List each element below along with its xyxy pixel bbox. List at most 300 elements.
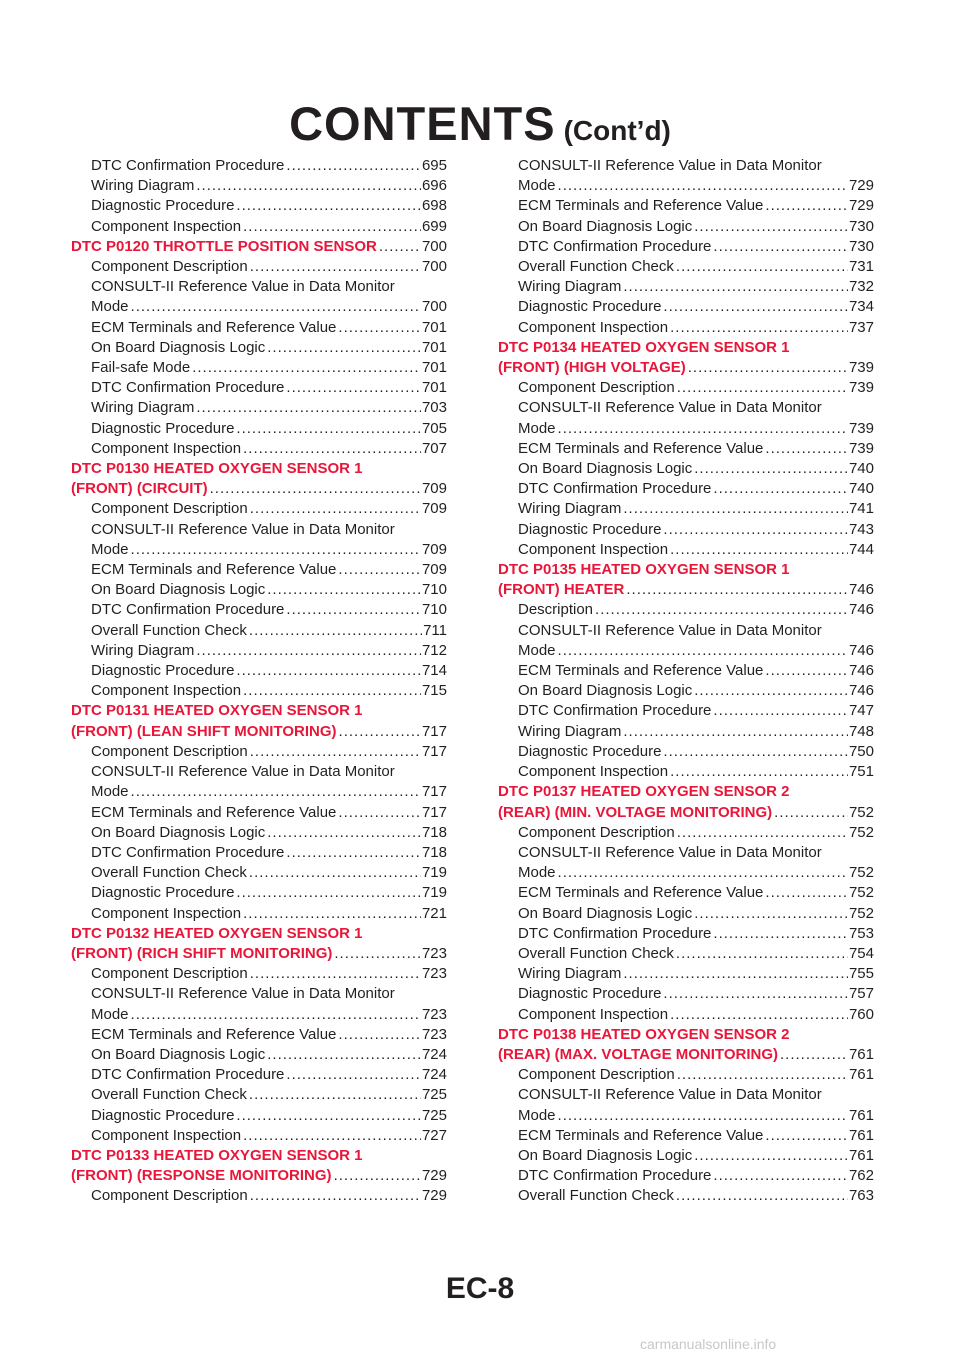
dot-leader xyxy=(250,499,421,519)
dot-leader xyxy=(765,439,848,459)
dot-leader xyxy=(780,1045,848,1065)
dot-leader xyxy=(713,237,848,257)
toc-page-number: 698 xyxy=(421,197,447,215)
toc-entry-title: DTC Confirmation Procedure xyxy=(518,924,712,942)
toc-entry[interactable] xyxy=(71,681,447,701)
toc-entry-title: Overall Function Check xyxy=(518,258,674,276)
toc-entry-title: Component Description xyxy=(518,379,675,397)
toc-page-number: 750 xyxy=(848,742,874,760)
dot-leader xyxy=(267,338,421,358)
toc-page-number: 752 xyxy=(848,803,874,821)
toc-section-entry[interactable] xyxy=(71,479,447,499)
toc-entry[interactable] xyxy=(498,479,874,499)
toc-entry-title: On Board Diagnosis Logic xyxy=(91,581,266,599)
toc-entry[interactable] xyxy=(498,600,874,620)
dot-leader xyxy=(338,803,421,823)
dot-leader xyxy=(236,661,421,681)
toc-page-number: 752 xyxy=(848,864,874,882)
toc-entry-continued: CONSULT-II Reference Value in Data Monitor xyxy=(518,157,822,174)
toc-left-column xyxy=(71,156,447,1207)
toc-page-number: 761 xyxy=(848,1106,874,1124)
toc-entry-title: Component Inspection xyxy=(91,682,242,700)
toc-entry-title: ECM Terminals and Reference Value xyxy=(91,1025,337,1043)
toc-entry[interactable] xyxy=(498,1065,874,1085)
toc-page-number: 700 xyxy=(421,298,447,316)
toc-entry-title: ECM Terminals and Reference Value xyxy=(518,197,764,215)
toc-entry[interactable] xyxy=(498,823,874,843)
dot-leader xyxy=(338,560,421,580)
dot-leader xyxy=(250,964,421,984)
toc-entry-title: (REAR) (MAX. VOLTAGE MONITORING) xyxy=(498,1045,778,1063)
toc-entry-title: DTC Confirmation Procedure xyxy=(91,1066,285,1084)
toc-entry-continued: CONSULT-II Reference Value in Data Monitor xyxy=(518,621,822,639)
toc-page-number: 731 xyxy=(848,258,874,276)
toc-page-number: 719 xyxy=(421,864,447,882)
toc-entry-title: Fail-safe Mode xyxy=(91,359,191,377)
toc-entry[interactable] xyxy=(498,984,874,1004)
toc-entry[interactable] xyxy=(498,681,874,701)
toc-entry-title: DTC Confirmation Procedure xyxy=(91,601,285,619)
toc-entry-title: DTC Confirmation Procedure xyxy=(91,157,285,174)
toc-page-number: 723 xyxy=(421,965,447,983)
dot-leader xyxy=(558,863,848,883)
toc-entry-title: (FRONT) (RESPONSE MONITORING) xyxy=(71,1167,332,1185)
toc-page-number: 740 xyxy=(848,480,874,498)
toc-page-number: 739 xyxy=(848,359,874,377)
toc-entry[interactable] xyxy=(498,499,874,519)
toc-section-heading: DTC P0138 HEATED OXYGEN SENSOR 2 xyxy=(498,1025,790,1043)
dot-leader xyxy=(210,479,421,499)
toc-page-number: 740 xyxy=(848,460,874,478)
dot-leader xyxy=(663,297,848,317)
toc-entry[interactable] xyxy=(71,338,447,358)
dot-leader xyxy=(249,621,422,641)
toc-entry-title: On Board Diagnosis Logic xyxy=(518,217,693,235)
toc-page-number: 709 xyxy=(421,480,447,498)
toc-entry[interactable] xyxy=(498,1126,874,1146)
toc-entry[interactable] xyxy=(71,1025,447,1045)
toc-page-number: 709 xyxy=(421,561,447,579)
page-title xyxy=(0,97,960,150)
toc-page-number: 730 xyxy=(848,217,874,235)
dot-leader xyxy=(243,904,421,924)
toc-section-heading: DTC P0130 HEATED OXYGEN SENSOR 1 xyxy=(71,460,363,478)
toc-page-number: 723 xyxy=(421,1005,447,1023)
toc-entry-title: On Board Diagnosis Logic xyxy=(91,338,266,356)
toc-entry[interactable] xyxy=(71,419,447,439)
toc-entry[interactable] xyxy=(71,1065,447,1085)
toc-entry-title: Wiring Diagram xyxy=(91,399,195,417)
toc-section-heading: DTC P0134 HEATED OXYGEN SENSOR 1 xyxy=(498,338,790,356)
toc-entry[interactable] xyxy=(71,843,447,863)
toc-entry-continued: CONSULT-II Reference Value in Data Monitor xyxy=(518,1086,822,1104)
toc-entry-title: ECM Terminals and Reference Value xyxy=(91,561,337,579)
toc-entry-title: On Board Diagnosis Logic xyxy=(91,823,266,841)
dot-leader xyxy=(334,1166,421,1186)
dot-leader xyxy=(236,883,421,903)
toc-page-number: 741 xyxy=(848,500,874,518)
toc-entry[interactable] xyxy=(498,196,874,216)
toc-section-entry[interactable] xyxy=(498,1045,874,1065)
toc-page-number: 732 xyxy=(848,278,874,296)
toc-entry-title: Wiring Diagram xyxy=(91,641,195,659)
toc-section-entry[interactable] xyxy=(71,237,447,257)
toc-entry[interactable] xyxy=(498,297,874,317)
toc-entry[interactable] xyxy=(71,560,447,580)
dot-leader xyxy=(131,1005,421,1025)
dot-leader xyxy=(676,1186,848,1206)
toc-section-entry[interactable] xyxy=(71,722,447,742)
toc-page-number: 724 xyxy=(421,1045,447,1063)
toc-entry-title: Overall Function Check xyxy=(518,944,674,962)
dot-leader xyxy=(677,1065,848,1085)
toc-entry[interactable] xyxy=(71,1005,447,1025)
toc-entry[interactable] xyxy=(71,823,447,843)
dot-leader xyxy=(670,762,848,782)
toc-section-entry[interactable] xyxy=(498,580,874,600)
toc-entry[interactable] xyxy=(498,1186,874,1206)
toc-entry[interactable] xyxy=(498,520,874,540)
toc-page-number: 723 xyxy=(421,944,447,962)
toc-page-number: 751 xyxy=(848,763,874,781)
toc-entry[interactable] xyxy=(498,277,874,297)
dot-leader xyxy=(677,378,848,398)
dot-leader xyxy=(243,681,421,701)
toc-entry-title: Diagnostic Procedure xyxy=(518,742,662,760)
toc-page-number: 723 xyxy=(421,1025,447,1043)
toc-entry-title: Wiring Diagram xyxy=(518,965,622,983)
toc-entry-title: Mode xyxy=(91,540,129,558)
toc-entry[interactable] xyxy=(71,378,447,398)
toc-entry[interactable] xyxy=(71,580,447,600)
dot-leader xyxy=(338,1025,421,1045)
toc-page-number: 699 xyxy=(421,217,447,235)
dot-leader xyxy=(765,883,848,903)
toc-page-number: 725 xyxy=(421,1106,447,1124)
toc-section-entry[interactable] xyxy=(498,803,874,823)
toc-entry[interactable] xyxy=(71,499,447,519)
toc-page-number: 701 xyxy=(421,359,447,377)
toc-page-number: 709 xyxy=(421,540,447,558)
toc-entry[interactable] xyxy=(498,217,874,237)
toc-entry-title: DTC Confirmation Procedure xyxy=(518,1167,712,1185)
toc-entry-title: Component Description xyxy=(91,1187,248,1205)
toc-entry[interactable] xyxy=(498,641,874,661)
toc-page-number: 719 xyxy=(421,884,447,902)
page-number: EC-8 xyxy=(445,1272,515,1305)
toc-entry-title: On Board Diagnosis Logic xyxy=(91,1045,266,1063)
toc-entry-title: ECM Terminals and Reference Value xyxy=(518,662,764,680)
toc-page-number: 744 xyxy=(848,540,874,558)
dot-leader xyxy=(670,540,848,560)
dot-leader xyxy=(623,722,848,742)
toc-entry[interactable] xyxy=(498,742,874,762)
dot-leader xyxy=(713,1166,848,1186)
toc-entry[interactable] xyxy=(498,863,874,883)
dot-leader xyxy=(626,580,848,600)
toc-page-number: 725 xyxy=(421,1086,447,1104)
dot-leader xyxy=(243,1126,421,1146)
toc-page-number: 700 xyxy=(421,258,447,276)
toc-entry[interactable] xyxy=(71,1106,447,1126)
toc-section-heading: DTC P0133 HEATED OXYGEN SENSOR 1 xyxy=(71,1146,363,1164)
dot-leader xyxy=(267,823,421,843)
dot-leader xyxy=(765,661,848,681)
toc-entry[interactable] xyxy=(71,176,447,196)
toc-entry[interactable] xyxy=(498,378,874,398)
toc-page-number: 714 xyxy=(421,662,447,680)
toc-page-number: 746 xyxy=(848,641,874,659)
toc-page-number: 761 xyxy=(848,1146,874,1164)
toc-page-number: 715 xyxy=(421,682,447,700)
dot-leader xyxy=(694,1146,848,1166)
toc-page-number: 761 xyxy=(848,1066,874,1084)
toc-entry[interactable] xyxy=(498,459,874,479)
toc-entry[interactable] xyxy=(71,217,447,237)
dot-leader xyxy=(774,803,848,823)
toc-page-number: 739 xyxy=(848,419,874,437)
toc-entry-title: ECM Terminals and Reference Value xyxy=(518,439,764,457)
toc-entry[interactable] xyxy=(498,762,874,782)
toc-entry[interactable] xyxy=(498,318,874,338)
dot-leader xyxy=(286,156,421,176)
toc-entry[interactable] xyxy=(498,1146,874,1166)
toc-page-number: 727 xyxy=(421,1126,447,1144)
toc-page-number: 761 xyxy=(848,1126,874,1144)
toc-page-number: 748 xyxy=(848,722,874,740)
dot-leader xyxy=(286,843,421,863)
toc-entry[interactable] xyxy=(498,944,874,964)
toc-page-number: 717 xyxy=(421,742,447,760)
toc-entry-title: Overall Function Check xyxy=(91,621,247,639)
dot-leader xyxy=(688,358,848,378)
toc-entry-title: Diagnostic Procedure xyxy=(91,419,235,437)
watermark: carmanualsonline.info xyxy=(640,1336,777,1352)
toc-page-number: 729 xyxy=(421,1167,447,1185)
toc-entry[interactable] xyxy=(71,863,447,883)
dot-leader xyxy=(249,1085,421,1105)
toc-entry-title: Diagnostic Procedure xyxy=(91,1106,235,1124)
toc-entry-title: On Board Diagnosis Logic xyxy=(518,904,693,922)
toc-page-number: 710 xyxy=(421,601,447,619)
dot-leader xyxy=(379,237,421,257)
toc-entry-title: On Board Diagnosis Logic xyxy=(518,460,693,478)
dot-leader xyxy=(713,479,848,499)
toc-page-number: 700 xyxy=(421,237,447,255)
toc-page-number: 707 xyxy=(421,439,447,457)
toc-entry-title: DTC Confirmation Procedure xyxy=(91,843,285,861)
toc-entry[interactable] xyxy=(71,1085,447,1105)
dot-leader xyxy=(250,1186,421,1206)
toc-entry-title: Diagnostic Procedure xyxy=(518,985,662,1003)
toc-entry[interactable] xyxy=(71,1045,447,1065)
toc-entry[interactable] xyxy=(498,904,874,924)
toc-entry-title: (FRONT) HEATER xyxy=(498,581,625,599)
toc-entry[interactable] xyxy=(71,398,447,418)
dot-leader xyxy=(196,398,421,418)
toc-section-entry[interactable] xyxy=(71,1166,447,1186)
toc-entry-title: DTC Confirmation Procedure xyxy=(91,379,285,397)
toc-entry-title: Diagnostic Procedure xyxy=(91,197,235,215)
toc-entry-continued: CONSULT-II Reference Value in Data Monitor xyxy=(91,985,395,1003)
toc-entry-title: Overall Function Check xyxy=(91,1086,247,1104)
toc-entry[interactable] xyxy=(71,358,447,378)
toc-page-number: 752 xyxy=(848,823,874,841)
toc-entry-title: Diagnostic Procedure xyxy=(91,884,235,902)
toc-entry[interactable] xyxy=(71,883,447,903)
dot-leader xyxy=(623,277,848,297)
dot-leader xyxy=(558,176,848,196)
toc-entry-title: Wiring Diagram xyxy=(518,722,622,740)
toc-entry[interactable] xyxy=(71,661,447,681)
dot-leader xyxy=(558,419,848,439)
toc-entry-title: Wiring Diagram xyxy=(518,500,622,518)
dot-leader xyxy=(131,540,421,560)
toc-page-number: 717 xyxy=(421,803,447,821)
toc-entry[interactable] xyxy=(71,803,447,823)
toc-entry[interactable] xyxy=(498,540,874,560)
toc-section-heading: DTC P0137 HEATED OXYGEN SENSOR 2 xyxy=(498,783,790,801)
toc-entry[interactable] xyxy=(498,701,874,721)
toc-page-number: 754 xyxy=(848,944,874,962)
toc-entry[interactable] xyxy=(71,318,447,338)
toc-entry-title: On Board Diagnosis Logic xyxy=(518,1146,693,1164)
dot-leader xyxy=(623,964,848,984)
toc-entry-title: Diagnostic Procedure xyxy=(91,662,235,680)
toc-entry-title: (FRONT) (LEAN SHIFT MONITORING) xyxy=(71,722,337,740)
toc-entry-title: Component Description xyxy=(518,1066,675,1084)
dot-leader xyxy=(558,1106,848,1126)
toc-entry[interactable] xyxy=(71,904,447,924)
toc-entry[interactable] xyxy=(498,964,874,984)
toc-entry-title: Component Inspection xyxy=(91,1126,242,1144)
dot-leader xyxy=(286,600,421,620)
toc-entry-continued: CONSULT-II Reference Value in Data Monitor xyxy=(518,843,822,861)
toc-entry[interactable] xyxy=(71,600,447,620)
toc-entry-title: (REAR) (MIN. VOLTAGE MONITORING) xyxy=(498,803,773,821)
toc-entry-title: Diagnostic Procedure xyxy=(518,298,662,316)
toc-entry[interactable] xyxy=(498,1166,874,1186)
dot-leader xyxy=(676,257,848,277)
toc-page-number: 718 xyxy=(421,843,447,861)
toc-entry[interactable] xyxy=(71,196,447,216)
toc-section-entry[interactable] xyxy=(71,944,447,964)
toc-entry[interactable] xyxy=(71,1126,447,1146)
toc-entry[interactable] xyxy=(498,419,874,439)
toc-entry-title: Component Inspection xyxy=(91,439,242,457)
toc-entry[interactable] xyxy=(71,621,447,641)
toc-entry-title: On Board Diagnosis Logic xyxy=(518,682,693,700)
toc-entry-title: ECM Terminals and Reference Value xyxy=(518,1126,764,1144)
dot-leader xyxy=(670,318,848,338)
toc-entry[interactable] xyxy=(71,156,447,176)
toc-entry-continued: CONSULT-II Reference Value in Data Monitor xyxy=(91,278,395,296)
dot-leader xyxy=(267,580,421,600)
toc-entry-title: Overall Function Check xyxy=(91,864,247,882)
toc-entry[interactable] xyxy=(71,742,447,762)
toc-entry-title: Wiring Diagram xyxy=(91,177,195,195)
toc-entry-title: Wiring Diagram xyxy=(518,278,622,296)
toc-entry[interactable] xyxy=(71,641,447,661)
toc-entry-title: (FRONT) (CIRCUIT) xyxy=(71,480,208,498)
toc-entry[interactable] xyxy=(71,439,447,459)
toc-entry-title: ECM Terminals and Reference Value xyxy=(518,884,764,902)
dot-leader xyxy=(243,217,421,237)
toc-entry-title: DTC Confirmation Procedure xyxy=(518,480,712,498)
toc-entry-title: (FRONT) (RICH SHIFT MONITORING) xyxy=(71,944,333,962)
toc-entry[interactable] xyxy=(498,176,874,196)
toc-page-number: 755 xyxy=(848,965,874,983)
toc-page-number: 747 xyxy=(848,702,874,720)
toc-entry-title: Component Inspection xyxy=(518,540,669,558)
toc-entry[interactable] xyxy=(498,1106,874,1126)
toc-entry-continued: CONSULT-II Reference Value in Data Monitor xyxy=(91,520,395,538)
toc-entry[interactable] xyxy=(498,1005,874,1025)
dot-leader xyxy=(694,681,848,701)
toc-entry[interactable] xyxy=(498,722,874,742)
toc-entry[interactable] xyxy=(71,297,447,317)
dot-leader xyxy=(694,217,848,237)
toc-entry-title: Component Description xyxy=(518,823,675,841)
toc-entry[interactable] xyxy=(71,257,447,277)
dot-leader xyxy=(192,358,421,378)
toc-entry[interactable] xyxy=(71,964,447,984)
toc-page-number: 705 xyxy=(421,419,447,437)
toc-entry-title: Mode xyxy=(518,864,556,882)
toc-page-number: 739 xyxy=(848,439,874,457)
toc-entry[interactable] xyxy=(498,257,874,277)
toc-entry-title: ECM Terminals and Reference Value xyxy=(91,803,337,821)
toc-page-number: 739 xyxy=(848,379,874,397)
dot-leader xyxy=(677,823,848,843)
toc-entry-title: DTC Confirmation Procedure xyxy=(518,237,712,255)
dot-leader xyxy=(765,1126,848,1146)
toc-entry-title: Mode xyxy=(518,641,556,659)
dot-leader xyxy=(694,904,848,924)
page-title-main: CONTENTS xyxy=(289,97,556,150)
toc-entry[interactable] xyxy=(498,237,874,257)
toc-entry[interactable] xyxy=(71,540,447,560)
toc-section-heading: DTC P0135 HEATED OXYGEN SENSOR 1 xyxy=(498,561,790,579)
toc-page-number: 712 xyxy=(421,641,447,659)
toc-entry-title: Mode xyxy=(91,783,129,801)
toc-page-number: 743 xyxy=(848,520,874,538)
toc-entry[interactable] xyxy=(498,661,874,681)
toc-page-number: 710 xyxy=(421,581,447,599)
dot-leader xyxy=(236,196,421,216)
toc-entry[interactable] xyxy=(71,782,447,802)
toc-entry-title: Component Inspection xyxy=(518,763,669,781)
toc-page-number: 729 xyxy=(848,177,874,195)
toc-section-entry[interactable] xyxy=(498,358,874,378)
toc-page-number: 701 xyxy=(421,318,447,336)
dot-leader xyxy=(338,318,421,338)
toc-entry-title: Component Inspection xyxy=(518,318,669,336)
toc-entry[interactable] xyxy=(71,1186,447,1206)
toc-page-number: 734 xyxy=(848,298,874,316)
toc-entry[interactable] xyxy=(498,924,874,944)
toc-entry-title: Component Inspection xyxy=(518,1005,669,1023)
toc-page-number: 729 xyxy=(848,197,874,215)
toc-page-number: 701 xyxy=(421,338,447,356)
toc-entry[interactable] xyxy=(498,439,874,459)
toc-entry-title: Component Description xyxy=(91,258,248,276)
toc-entry-title: ECM Terminals and Reference Value xyxy=(91,318,337,336)
dot-leader xyxy=(663,984,848,1004)
toc-entry-title: DTC P0120 THROTTLE POSITION SENSOR xyxy=(71,237,377,255)
toc-section-heading: DTC P0131 HEATED OXYGEN SENSOR 1 xyxy=(71,702,363,720)
toc-entry[interactable] xyxy=(498,883,874,903)
